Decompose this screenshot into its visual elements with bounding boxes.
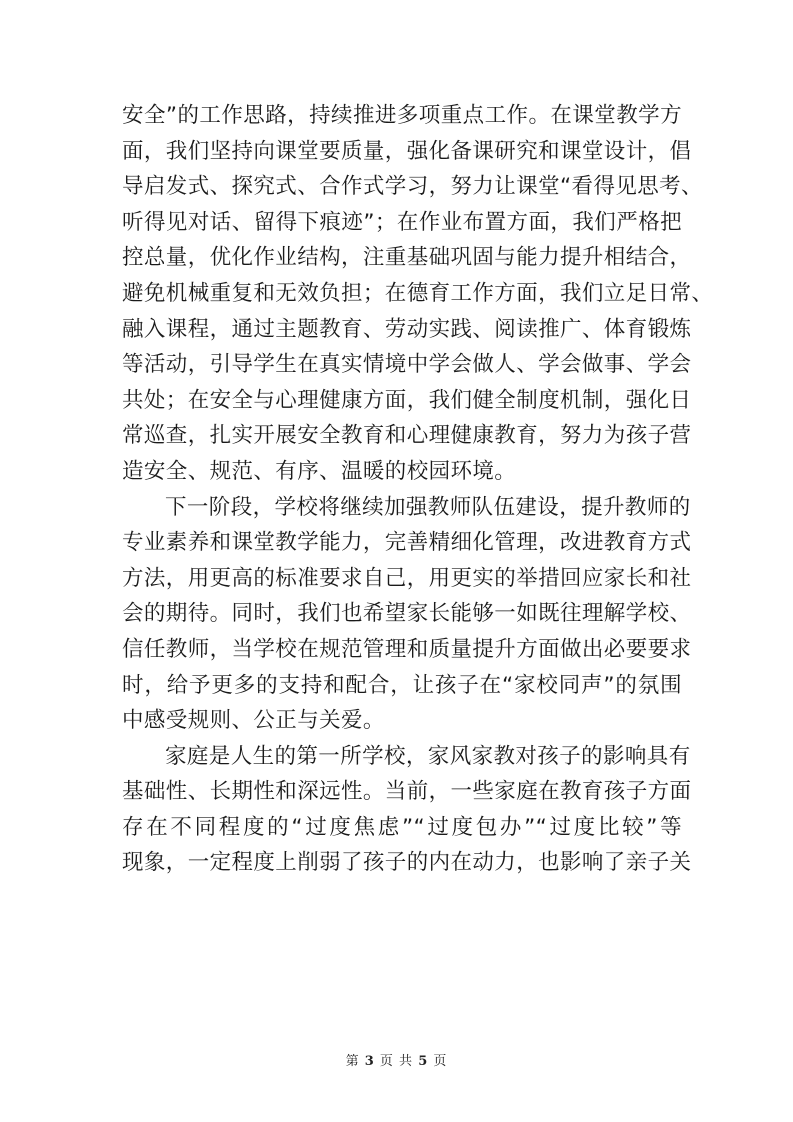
text-line: 面，我们坚持向课堂要质量，强化备课研究和课堂设计，倡 bbox=[122, 138, 692, 164]
text-line: 现象，一定程度上削弱了孩子的内在动力，也影响了亲子关 bbox=[122, 850, 692, 876]
total-page-count: 5 bbox=[418, 1054, 429, 1069]
text-line: 常巡查，扎实开展安全教育和心理健康教育，努力为孩子营 bbox=[122, 423, 692, 449]
text-line: 共处；在安全与心理健康方面，我们健全制度机制，强化日 bbox=[122, 387, 692, 413]
text-line: 专业素养和课堂教学能力，完善精细化管理，改进教育方式 bbox=[122, 530, 692, 556]
paragraph-2 bbox=[122, 490, 692, 739]
text-line: 家庭是人生的第一所学校，家风家教对孩子的影响具有 bbox=[165, 743, 691, 769]
text-line: 基础性、长期性和深远性。当前，一些家庭在教育孩子方面 bbox=[122, 779, 692, 805]
text-line: 控总量，优化作业结构，注重基础巩固与能力提升相结合， bbox=[122, 245, 692, 271]
text-line: 听得见对话、留得下痕迹”；在作业布置方面，我们严格把 bbox=[122, 209, 682, 235]
current-page-number: 3 bbox=[364, 1054, 375, 1069]
text-line: 安全”的工作思路，持续推进多项重点工作。在课堂教学方 bbox=[122, 103, 682, 128]
page-footer bbox=[0, 1050, 793, 1069]
footer-prefix: 第 bbox=[345, 1054, 360, 1069]
document-body bbox=[122, 98, 714, 881]
footer-middle: 页 共 bbox=[379, 1054, 414, 1069]
footer-suffix: 页 bbox=[433, 1054, 448, 1069]
text-line: 导启发式、探究式、合作式学习，努力让课堂“看得见思考、 bbox=[122, 174, 703, 200]
text-line: 会的期待。同时，我们也希望家长能够一如既往理解学校、 bbox=[122, 601, 692, 627]
text-line: 造安全、规范、有序、温暖的校园环境。 bbox=[122, 458, 517, 484]
text-line: 下一阶段，学校将继续加强教师队伍建设，提升教师的 bbox=[165, 494, 691, 520]
text-line: 存在不同程度的“过度焦虑”“过度包办”“过度比较”等 bbox=[122, 814, 682, 840]
text-line: 信任教师，当学校在规范管理和质量提升方面做出必要要求 bbox=[122, 636, 692, 662]
text-line: 中感受规则、公正与关爱。 bbox=[122, 708, 385, 734]
text-line: 时，给予更多的支持和配合，让孩子在“家校同声”的氛围 bbox=[122, 672, 682, 698]
text-line: 等活动，引导学生在真实情境中学会做人、学会做事、学会 bbox=[122, 352, 692, 378]
text-line: 融入课程，通过主题教育、劳动实践、阅读推广、体育锻炼 bbox=[122, 316, 692, 342]
text-line: 避免机械重复和无效负担；在德育工作方面，我们立足日常、 bbox=[122, 280, 714, 306]
paragraph-1 bbox=[122, 98, 714, 490]
paragraph-3 bbox=[122, 739, 692, 881]
text-line: 方法，用更高的标准要求自己，用更实的举措回应家长和社 bbox=[122, 565, 692, 591]
